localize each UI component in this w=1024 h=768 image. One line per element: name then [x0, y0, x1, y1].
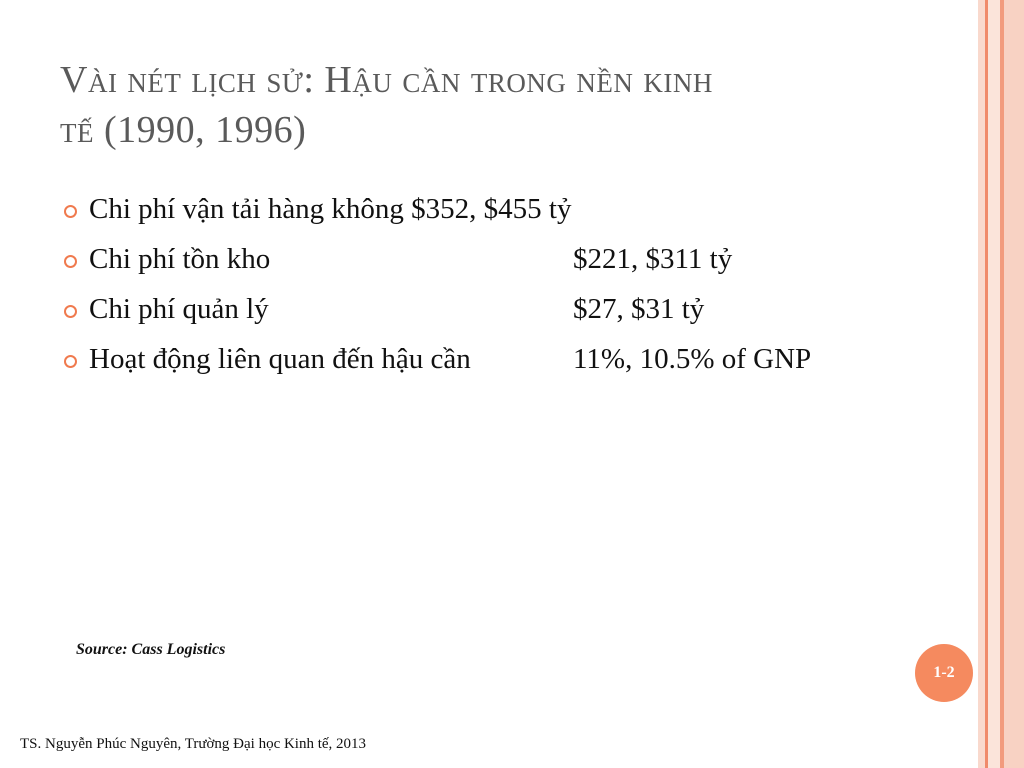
bullet-value: $27, $31 tỷ	[573, 292, 705, 325]
bullet-icon	[64, 255, 77, 268]
bullet-item-air-freight	[64, 184, 924, 234]
bullet-item-inventory	[64, 234, 924, 284]
bullet-label: Hoạt động liên quan đến hậu cần	[89, 342, 471, 375]
slide-title-line-2: tế (1990, 1996)	[60, 109, 307, 151]
footer-text: TS. Nguyễn Phúc Nguyên, Trường Đại học Kinh tế, 2013	[20, 736, 367, 752]
bullet-icon	[64, 205, 77, 218]
bullet-item-admin	[64, 284, 924, 334]
bullet-label: Chi phí tồn kho	[89, 242, 271, 275]
bullet-item-logistics-activities	[64, 334, 924, 384]
bullet-text: Chi phí vận tải hàng không $352, $455 tỷ	[89, 192, 572, 225]
decorative-stripes	[978, 0, 1024, 768]
page-number-badge: 1-2	[915, 644, 973, 702]
bullet-value: 11%, 10.5% of GNP	[573, 342, 812, 375]
bullet-icon	[64, 355, 77, 368]
bullet-label: Chi phí quản lý	[89, 292, 269, 325]
slide-title	[60, 55, 900, 155]
stripe	[988, 0, 1000, 768]
stripe	[1004, 0, 1024, 768]
slide-title-line-1: Vài nét lịch sử: Hậu cần trong nền kinh	[60, 59, 713, 101]
stripe	[978, 0, 985, 768]
bullet-icon	[64, 305, 77, 318]
source-note: Source: Cass Logistics	[76, 641, 226, 658]
bullet-list	[64, 184, 924, 384]
bullet-value: $221, $311 tỷ	[573, 242, 733, 275]
